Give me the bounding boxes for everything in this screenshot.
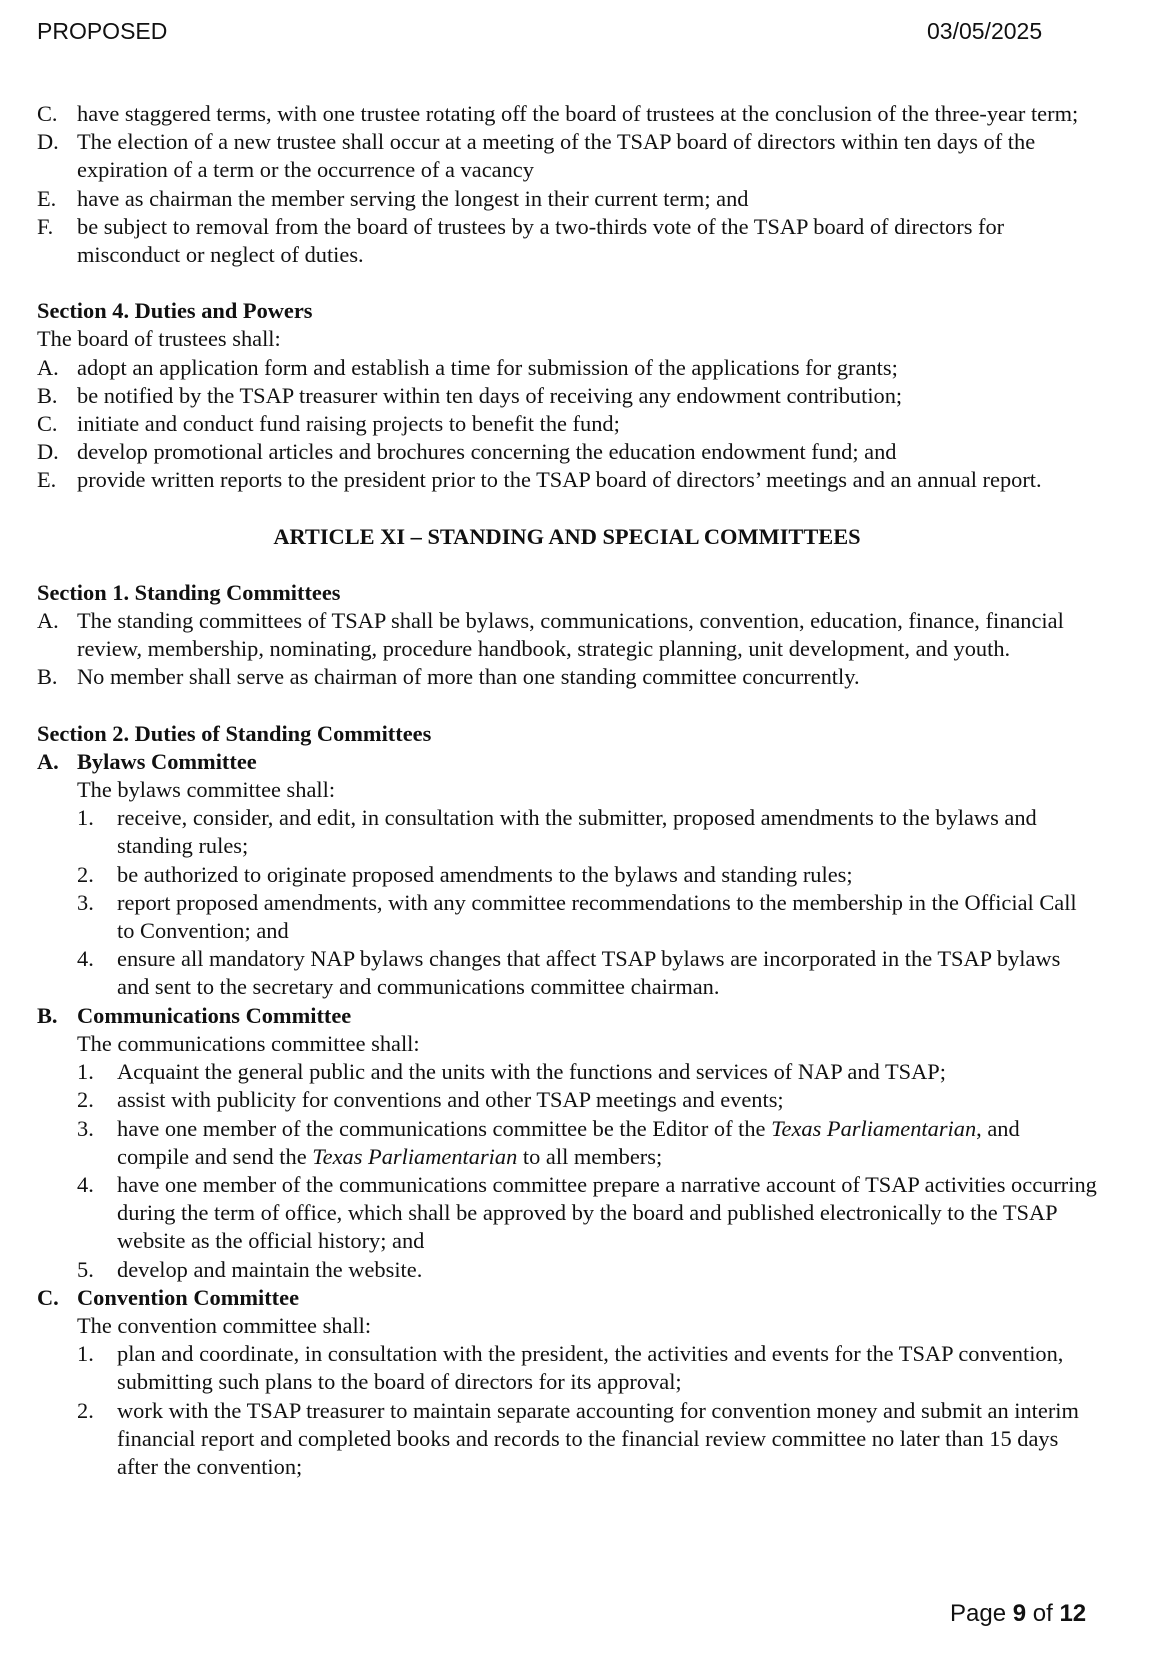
list-marker: E. (37, 185, 57, 211)
list-text: be notified by the TSAP treasurer within ten days of receiving any endowment contribution; (77, 382, 903, 408)
list-marker: 1. (77, 1341, 94, 1367)
document-body (37, 100, 1097, 1481)
list-marker: 4. (77, 1171, 94, 1197)
list-marker: C. (37, 101, 58, 126)
list-marker: D. (37, 439, 59, 465)
list-text: have one member of the communications committee prepare a narrative account of TSAP activities occurring during the term of office, which shall be approved by the board and published electronically to the TSAP website as the official history; and (117, 1171, 1097, 1254)
convention-committee-heading (37, 1284, 1097, 1312)
communications-committee-heading (37, 1002, 1097, 1030)
list-marker: 5. (77, 1256, 94, 1282)
list-item (37, 100, 1097, 128)
text-run: have one member of the communications committee be the Editor of the (117, 1115, 772, 1141)
list-marker: B. (37, 382, 58, 408)
list-marker: D. (37, 129, 59, 155)
convention-intro: The convention committee shall: (77, 1312, 372, 1338)
list-item (77, 1256, 1097, 1284)
publication-title: Texas Parliamentarian (771, 1115, 977, 1141)
list-marker: 3. (77, 1115, 94, 1141)
list-marker: 3. (77, 889, 94, 915)
list-text: work with the TSAP treasurer to maintain separate accounting for convention money and submit an interim financial report and completed books and records to the financial review committee no later than 15 days after the convention; (117, 1397, 1079, 1479)
list-item (37, 354, 1097, 382)
list-marker: 2. (77, 861, 94, 887)
list-text: ensure all mandatory NAP bylaws changes that affect TSAP bylaws are incorporated in the TSAP bylaws and sent to the secretary and communications committee chairman. (117, 946, 1061, 1000)
list-text: initiate and conduct fund raising projects to benefit the fund; (77, 411, 620, 437)
text-run: , and compile and send the (117, 1115, 1020, 1169)
list-item (77, 1171, 1097, 1256)
list-marker: C. (37, 1284, 59, 1310)
list-item (37, 663, 1097, 691)
committee-title: Bylaws Committee (77, 748, 257, 774)
committee-title: Communications Committee (77, 1002, 352, 1028)
section2-heading: Section 2. Duties of Standing Committees (37, 720, 432, 746)
list-item (37, 438, 1097, 466)
list-marker: 4. (77, 946, 94, 972)
list-text: provide written reports to the president prior to the TSAP board of directors’ meetings and an annual report. (77, 467, 1042, 493)
list-marker: A. (37, 748, 59, 774)
current-page: 9 (1012, 1600, 1027, 1627)
list-text: have staggered terms, with one trustee rotating off the board of trustees at the conclusion of the three-year term; (77, 101, 1079, 126)
bylaws-committee-heading (37, 748, 1097, 776)
list-item (77, 945, 1097, 1001)
list-text: The standing committees of TSAP shall be bylaws, communications, convention, education, finance, financial review, membership, nominating, procedure handbook, strategic planning, unit development, and youth. (77, 608, 1064, 662)
section4-heading: Section 4. Duties and Powers (37, 298, 313, 324)
list-text: The election of a new trustee shall occur at a meeting of the TSAP board of directors within ten days of the expiration of a term or the occurrence of a vacancy (77, 129, 1036, 183)
list-text: assist with publicity for conventions and other TSAP meetings and events; (117, 1087, 784, 1113)
list-marker: B. (37, 664, 58, 690)
trustees-list (37, 100, 1097, 269)
list-text: develop and maintain the website. (117, 1256, 423, 1282)
list-item (37, 128, 1097, 184)
list-item (77, 804, 1097, 860)
article-title: ARTICLE XI – STANDING AND SPECIAL COMMITTEES (273, 523, 861, 549)
list-marker: E. (37, 467, 57, 493)
of-word: of (1032, 1600, 1053, 1627)
list-marker: 2. (77, 1397, 94, 1423)
list-marker: F. (37, 213, 54, 239)
list-marker: 2. (77, 1087, 94, 1113)
list-text: receive, consider, and edit, in consultation with the submitter, proposed amendments to the bylaws and standing rules; (117, 805, 1037, 859)
text-run: to all members; (517, 1143, 663, 1169)
list-marker: 1. (77, 805, 94, 831)
committee-title: Convention Committee (77, 1284, 300, 1310)
list-item (77, 1058, 1097, 1086)
list-text: adopt an application form and establish a time for submission of the applications for grants; (77, 354, 898, 380)
list-marker: A. (37, 608, 59, 634)
section4-intro: The board of trustees shall: (37, 326, 281, 352)
section1-heading: Section 1. Standing Committees (37, 579, 341, 605)
list-text: No member shall serve as chairman of more than one standing committee concurrently. (77, 664, 860, 690)
header-status: PROPOSED (37, 18, 168, 44)
list-marker: 1. (77, 1059, 94, 1085)
list-item (37, 410, 1097, 438)
list-marker: A. (37, 354, 59, 380)
list-text: plan and coordinate, in consultation with the president, the activities and events for the TSAP convention, submitting such plans to the board of directors for its approval; (117, 1341, 1064, 1395)
list-item (77, 889, 1097, 945)
list-text: be subject to removal from the board of trustees by a two-thirds vote of the TSAP board of directors for misconduct or neglect of duties. (77, 213, 1005, 268)
list-marker: C. (37, 411, 58, 437)
list-text: develop promotional articles and brochures concerning the education endowment fund; and (77, 439, 897, 465)
list-text: report proposed amendments, with any committee recommendations to the membership in the Official Call to Convention; and (117, 889, 1077, 944)
list-item (37, 607, 1097, 663)
list-item (37, 185, 1097, 213)
list-item (37, 382, 1097, 410)
header-date: 03/05/2025 (927, 18, 1043, 44)
bylaws-intro: The bylaws committee shall: (77, 777, 336, 803)
publication-title: Texas Parliamentarian (312, 1143, 518, 1169)
page-word: Page (950, 1600, 1007, 1627)
list-item (77, 1340, 1097, 1396)
list-item (77, 1086, 1097, 1114)
list-text: be authorized to originate proposed amendments to the bylaws and standing rules; (117, 861, 853, 887)
list-item (77, 1397, 1097, 1482)
list-item (37, 213, 1097, 269)
list-text: have as chairman the member serving the longest in their current term; and (77, 185, 749, 211)
list-marker: B. (37, 1002, 58, 1028)
total-pages: 12 (1059, 1600, 1087, 1627)
list-text (117, 1115, 1097, 1171)
list-text: Acquaint the general public and the units with the functions and services of NAP and TSAP; (117, 1059, 946, 1085)
communications-intro: The communications committee shall: (77, 1030, 420, 1056)
page-number (950, 1600, 1086, 1628)
list-item (77, 1115, 1097, 1171)
list-item (37, 466, 1097, 494)
list-item (77, 861, 1097, 889)
